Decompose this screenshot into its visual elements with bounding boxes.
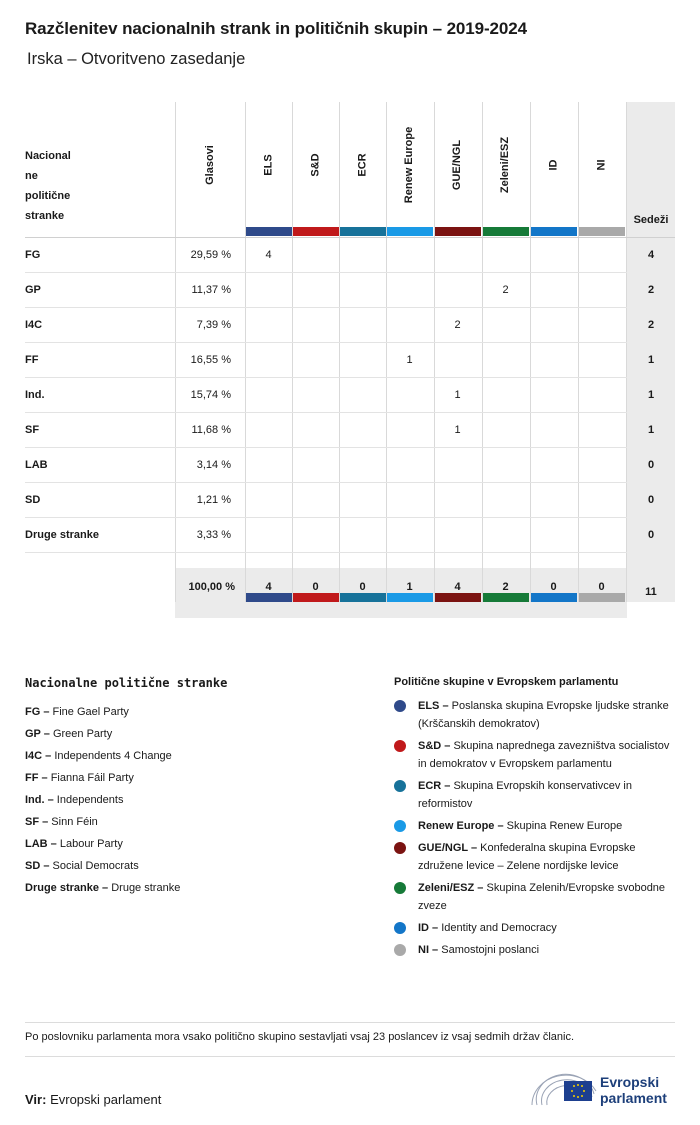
group-header <box>530 102 577 227</box>
group-color-bar-top <box>246 227 292 236</box>
group-header-label: GUE/NGL <box>451 139 464 190</box>
legend-group-item <box>394 777 676 813</box>
group-header-label: Zeleni/ESZ <box>499 136 512 193</box>
group-color-bar-top <box>579 227 625 236</box>
party-name: FG <box>25 249 41 261</box>
legend-group-color-dot <box>394 842 406 854</box>
legend-group-color-dot <box>394 882 406 894</box>
legend-national-name: Independents 4 Change <box>54 750 172 762</box>
group-color-bar-top <box>340 227 386 236</box>
legend-group-item <box>394 941 676 959</box>
group-seat-count: 2 <box>454 319 461 331</box>
vote-share: 29,59 % <box>190 249 231 261</box>
legend-group-abbr: ID – <box>418 922 439 934</box>
group-header <box>386 102 433 227</box>
party-name: FF <box>25 354 39 366</box>
legend-group-abbr: ELS – <box>418 700 449 712</box>
party-seat-total: 1 <box>647 424 655 436</box>
vote-share: 3,33 % <box>196 529 231 541</box>
party-name: Ind. <box>25 389 45 401</box>
votes-header-label: Glasovi <box>204 144 216 185</box>
vote-share: 16,55 % <box>190 354 231 366</box>
group-color-bar-top <box>387 227 433 236</box>
group-header-label: Renew Europe <box>403 126 416 203</box>
row-header-line: ne <box>25 170 38 182</box>
legend-group-item <box>394 919 676 937</box>
legend-national-abbr: Druge stranke – <box>25 882 109 894</box>
legend-national-item <box>25 833 355 855</box>
group-seat-count: 4 <box>265 249 272 261</box>
group-header <box>245 102 292 227</box>
legend-group-item <box>394 879 676 915</box>
party-name: GP <box>25 284 41 296</box>
logo-line-2: parlament <box>600 1090 667 1106</box>
group-header-label: ECR <box>356 152 369 177</box>
legend-national-item <box>25 855 355 877</box>
party-name: Druge stranke <box>25 529 99 541</box>
legend-group-abbr: ECR – <box>418 780 451 792</box>
legend-national-name: Independents <box>56 794 124 806</box>
legend-group-abbr: NI – <box>418 944 439 956</box>
party-name: SF <box>25 424 40 436</box>
party-seat-total: 1 <box>647 389 655 401</box>
legend-national-name: Green Party <box>52 728 113 740</box>
vote-share: 15,74 % <box>190 389 231 401</box>
group-header <box>339 102 386 227</box>
vote-share: 11,68 % <box>191 424 231 436</box>
legend-group-color-dot <box>394 740 406 752</box>
group-header <box>292 102 339 227</box>
party-name: LAB <box>25 459 48 471</box>
seats-table <box>25 102 675 602</box>
legend-national-abbr: FG – <box>25 706 50 718</box>
legend-group-abbr: Zeleni/ESZ – <box>418 882 484 894</box>
group-seat-total: 4 <box>265 581 272 593</box>
group-header-label: NI <box>595 159 608 170</box>
party-seat-total: 2 <box>647 319 655 331</box>
legend-groups-title: Politične skupine v Evropskem parlamentu <box>394 676 619 688</box>
legend-political-groups <box>394 676 676 963</box>
legend-group-color-dot <box>394 780 406 792</box>
group-seat-total: 4 <box>454 581 461 593</box>
legend-group-name: Skupina naprednega zavezništva socialistov in demokratov v Evropskem parlamentu <box>418 740 670 770</box>
legend-group-name: Poslanska skupina Evropske ljudske stranke (Krščanskih demokratov) <box>418 700 669 730</box>
legend-group-color-dot <box>394 700 406 712</box>
row-header <box>25 146 105 226</box>
legend-national-abbr: LAB – <box>25 838 57 850</box>
legend-national-abbr: FF – <box>25 772 48 784</box>
party-name: I4C <box>25 319 43 331</box>
group-seat-count: 1 <box>454 389 461 401</box>
party-seat-total: 0 <box>647 494 655 506</box>
row-header-line: stranke <box>25 210 65 222</box>
legend-group-abbr: GUE/NGL – <box>418 842 478 854</box>
legend-national-item <box>25 723 355 745</box>
row-header-line: politične <box>25 190 71 202</box>
party-seat-total: 0 <box>647 459 655 471</box>
legend-group-color-dot <box>394 944 406 956</box>
group-color-bar-top <box>293 227 339 236</box>
group-seat-total: 1 <box>406 581 413 593</box>
legend-national-title: Nacionalne politične stranke <box>25 676 228 690</box>
legend-group-abbr: Renew Europe – <box>418 820 504 832</box>
party-seat-total: 0 <box>647 529 655 541</box>
legend-group-name: Samostojni poslanci <box>441 944 540 956</box>
group-seat-total: 0 <box>359 581 366 593</box>
legend-national-item <box>25 767 355 789</box>
group-color-bar-top <box>531 227 577 236</box>
vote-share: 7,39 % <box>196 319 231 331</box>
group-seat-total: 0 <box>312 581 319 593</box>
legend-national-parties <box>25 676 355 899</box>
seats-grand-total: 11 <box>645 586 657 598</box>
group-color-bar-top <box>483 227 529 236</box>
legend-group-color-dot <box>394 922 406 934</box>
group-header-label: S&D <box>309 152 322 177</box>
legend-group-name: Identity and Democracy <box>441 922 557 934</box>
legend-group-name: Skupina Zelenih/Evropske svobodne zveze <box>418 882 666 912</box>
footnote: Po poslovniku parlamenta mora vsako politično skupino sestavljati vsaj 23 poslancev iz vsaj sedmih držav članic. <box>25 1031 575 1043</box>
row-header-line: Nacional <box>25 150 71 162</box>
legend-national-abbr: Ind. – <box>25 794 54 806</box>
votes-header <box>175 102 245 227</box>
source-value: Evropski parlament <box>50 1092 162 1107</box>
party-seat-total: 1 <box>647 354 655 366</box>
group-header-label: ELS <box>262 153 275 176</box>
legend-group-color-dot <box>394 820 406 832</box>
legend-national-name: Fianna Fáil Party <box>50 772 134 784</box>
legend-national-item <box>25 701 355 723</box>
european-parliament-logo-text <box>600 1074 667 1106</box>
group-seat-count: 2 <box>502 284 509 296</box>
group-seat-count: 1 <box>454 424 461 436</box>
party-seat-total: 4 <box>647 249 655 261</box>
group-header <box>434 102 481 227</box>
legend-national-name: Social Democrats <box>52 860 139 872</box>
legend-group-abbr: S&D – <box>418 740 451 752</box>
legend-group-item <box>394 817 676 835</box>
seats-header: Sedeži <box>633 214 669 226</box>
logo-line-1: Evropski <box>600 1074 660 1090</box>
legend-national-name: Sinn Féin <box>51 816 98 828</box>
legend-national-item <box>25 811 355 833</box>
vote-share: 11,37 % <box>191 284 231 296</box>
party-seat-total: 2 <box>647 284 655 296</box>
legend-national-name: Fine Gael Party <box>52 706 129 718</box>
vote-share: 3,14 % <box>196 459 231 471</box>
legend-group-item <box>394 737 676 773</box>
legend-group-item <box>394 697 676 733</box>
votes-total: 100,00 % <box>188 581 235 593</box>
legend-national-item <box>25 877 355 899</box>
legend-group-name: Skupina Evropskih konservativcev in reformistov <box>418 780 632 810</box>
legend-national-name: Druge stranke <box>111 882 181 894</box>
group-color-bar-top <box>435 227 481 236</box>
group-seat-total: 0 <box>598 581 605 593</box>
page-subtitle: Irska – Otvoritveno zasedanje <box>27 50 246 68</box>
legend-group-name: Skupina Renew Europe <box>506 820 623 832</box>
group-seat-total: 2 <box>502 581 509 593</box>
legend-national-abbr: SF – <box>25 816 49 828</box>
source-line <box>25 1092 161 1107</box>
source-label: Vir: <box>25 1092 47 1107</box>
vote-share: 1,21 % <box>196 494 231 506</box>
group-seat-count: 1 <box>406 354 413 366</box>
legend-national-abbr: SD – <box>25 860 50 872</box>
legend-national-abbr: I4C – <box>25 750 52 762</box>
group-header <box>482 102 529 227</box>
legend-group-item <box>394 839 676 875</box>
row-divider <box>25 552 627 553</box>
legend-group-name: Konfederalna skupina Evropske združene levice – Zelene nordijske levice <box>418 842 636 872</box>
legend-national-item <box>25 789 355 811</box>
footnote-divider-top <box>25 1022 675 1023</box>
page-title: Razčlenitev nacionalnih strank in političnih skupin – 2019-2024 <box>25 19 527 38</box>
group-header <box>578 102 625 227</box>
group-header-label: ID <box>547 159 560 170</box>
party-name: SD <box>25 494 41 506</box>
footnote-divider-bottom <box>25 1056 675 1057</box>
legend-national-name: Labour Party <box>59 838 123 850</box>
legend-national-item <box>25 745 355 767</box>
group-seat-total: 0 <box>550 581 557 593</box>
legend-national-abbr: GP – <box>25 728 50 740</box>
